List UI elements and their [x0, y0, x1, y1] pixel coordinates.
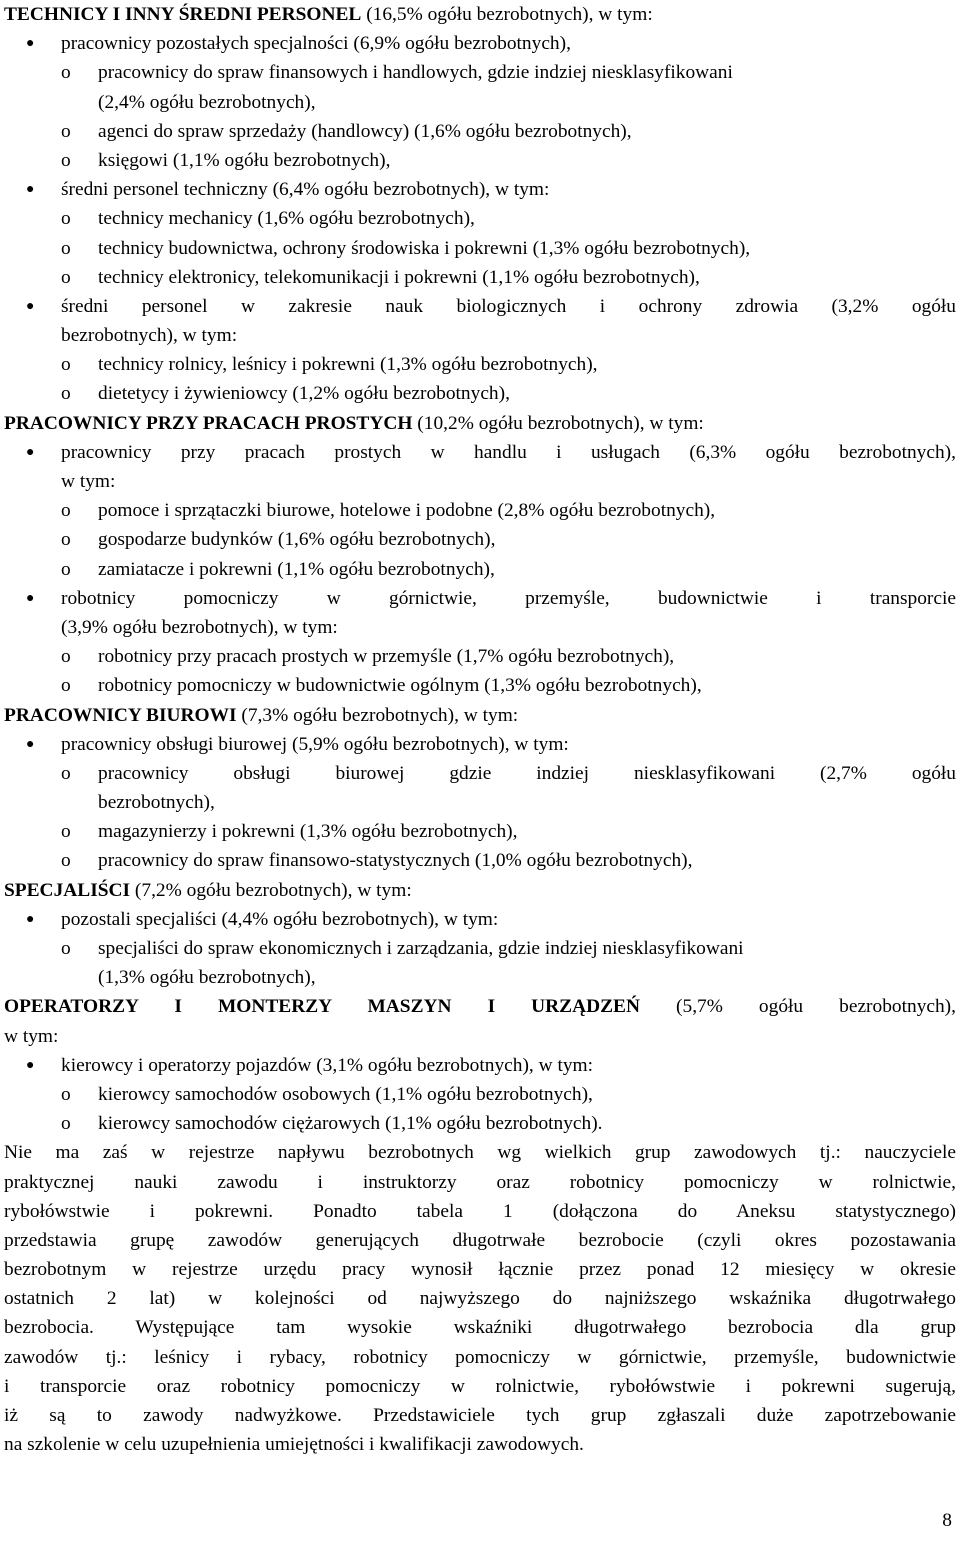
line-text — [98, 963, 956, 992]
line-text — [4, 1138, 956, 1167]
body-text: pracownicy przy pracach prostych w handlu i usługach (6,3% ogółu bezrobotnych), — [61, 441, 956, 463]
text-line-sub — [4, 117, 956, 146]
bullet-icon: ● — [26, 444, 35, 460]
line-text — [4, 0, 956, 29]
sub-bullet-icon: o — [61, 762, 71, 784]
sub-bullet-icon: o — [61, 529, 71, 551]
bullet-icon: ● — [26, 1057, 35, 1073]
body-text: technicy budownictwa, ochrony środowiska i pokrewni (1,3% ogółu bezrobotnych), — [98, 237, 751, 259]
sub-bullet-icon: o — [61, 120, 71, 142]
text-line-sub — [4, 263, 956, 292]
line-text — [61, 730, 956, 759]
line-text — [4, 1255, 956, 1284]
body-text: bezrobocia. Występujące tam wysokie wskaźniki długotrwałego bezrobocia dla grup — [4, 1317, 956, 1339]
text-line-bullet — [4, 292, 956, 321]
line-text — [98, 1109, 956, 1138]
text-line-sub — [4, 234, 956, 263]
body-text: średni personel techniczny (6,4% ogółu bezrobotnych), w tym: — [61, 179, 550, 201]
body-text: iż są to zawody nadwyżkowe. Przedstawiciele tych grup zgłaszali duże zapotrzebowanie — [4, 1405, 956, 1426]
body-text: i transporcie oraz robotnicy pomocniczy w rolnictwie, rybołówstwie i pokrewni sugerują, — [4, 1375, 956, 1397]
line-text — [61, 175, 956, 204]
bullet-icon: ● — [26, 298, 35, 314]
line-text — [4, 409, 956, 438]
text-line-bullet — [4, 584, 956, 613]
body-text: specjaliści do spraw ekonomicznych i zarządzania, gdzie indziej niesklasyfikowani — [98, 938, 744, 959]
line-text — [98, 350, 956, 379]
heading-text: TECHNICY I INNY ŚREDNI PERSONEL — [4, 4, 362, 25]
line-text — [98, 817, 956, 846]
line-text — [61, 905, 956, 934]
bullet-icon: ● — [26, 182, 35, 198]
body-text: pracownicy do spraw finansowo-statystycznych (1,0% ogółu bezrobotnych), — [98, 850, 693, 872]
line-text — [98, 496, 956, 525]
text-line-bulletcont — [4, 467, 956, 496]
body-text: gospodarze budynków (1,6% ogółu bezrobotnych), — [98, 529, 496, 551]
sub-bullet-icon: o — [61, 500, 71, 522]
text-line-para — [4, 1343, 956, 1372]
sub-bullet-icon: o — [61, 1113, 71, 1135]
line-text — [4, 701, 956, 730]
body-text: robotnicy pomocniczy w górnictwie, przemyśle, budownictwie i transporcie — [61, 587, 956, 609]
body-text: na szkolenie w celu uzupełnienia umiejętności i kwalifikacji zawodowych. — [4, 1434, 584, 1456]
sub-bullet-icon: o — [61, 558, 71, 580]
text-line-para — [4, 1372, 956, 1401]
body-text: zamiatacze i pokrewni (1,1% ogółu bezrobotnych), — [98, 558, 495, 580]
line-text — [61, 321, 956, 350]
text-line-sub — [4, 146, 956, 175]
body-text: (2,4% ogółu bezrobotnych), — [98, 91, 316, 113]
body-text: bezrobotnych), — [98, 792, 215, 814]
body-text: technicy mechanicy (1,6% ogółu bezrobotnych), — [98, 208, 475, 230]
line-text — [98, 58, 956, 87]
line-text — [4, 1343, 956, 1372]
text-line-heading — [4, 876, 956, 905]
sub-bullet-icon: o — [61, 675, 71, 697]
heading-text: SPECJALIŚCI — [4, 879, 131, 901]
text-line-heading — [4, 0, 956, 29]
body-text: pracownicy obsługi biurowej gdzie indziej niesklasyfikowani (2,7% ogółu — [98, 762, 956, 784]
body-text: (16,5% ogółu bezrobotnych), w tym: — [361, 4, 653, 25]
page-number: 8 — [942, 1510, 952, 1531]
body-text: zawodów tj.: leśnicy i rybacy, robotnicy pomocniczy w górnictwie, przemyśle, budownictwie — [4, 1346, 956, 1368]
line-text — [98, 263, 956, 292]
body-text: pracownicy do spraw finansowych i handlowych, gdzie indziej niesklasyfikowani — [98, 62, 733, 84]
line-text — [98, 555, 956, 584]
line-text — [98, 204, 956, 233]
text-line-para — [4, 1284, 956, 1313]
sub-bullet-icon: o — [61, 354, 71, 376]
body-text: kierowcy samochodów osobowych (1,1% ogółu bezrobotnych), — [98, 1083, 593, 1105]
body-text: dietetycy i żywieniowcy (1,2% ogółu bezrobotnych), — [98, 383, 510, 405]
text-line-para — [4, 1197, 956, 1226]
line-text — [98, 671, 956, 700]
text-line-sub — [4, 642, 956, 671]
text-line-sub — [4, 934, 956, 963]
line-text — [98, 1080, 956, 1109]
bullet-icon: ● — [26, 736, 35, 752]
text-line-subcont — [4, 788, 956, 817]
document-body — [4, 0, 956, 1459]
text-line-sub — [4, 58, 956, 87]
body-text: bezrobotnym w rejestrze urzędu pracy wynosił łącznie przez ponad 12 miesięcy w okresie — [4, 1259, 956, 1281]
line-text — [4, 1226, 956, 1255]
sub-bullet-icon: o — [61, 1083, 71, 1105]
sub-bullet-icon: o — [61, 208, 71, 230]
line-text — [4, 1401, 956, 1430]
line-text — [4, 876, 956, 905]
text-line-sub — [4, 1080, 956, 1109]
line-text — [61, 1051, 956, 1080]
body-text: rybołówstwie i pokrewni. Ponadto tabela 1 (dołączona do Aneksu statystycznego) — [4, 1200, 956, 1222]
body-text: Nie ma zaś w rejestrze napływu bezrobotnych wg wielkich grup zawodowych tj.: nauczyciele — [4, 1142, 956, 1164]
line-text — [4, 1284, 956, 1313]
body-text: (1,3% ogółu bezrobotnych), — [98, 967, 316, 989]
body-text: robotnicy przy pracach prostych w przemyśle (1,7% ogółu bezrobotnych), — [98, 646, 675, 668]
text-line-bulletcont — [4, 613, 956, 642]
body-text: (3,9% ogółu bezrobotnych), w tym: — [61, 616, 338, 638]
line-text — [61, 584, 956, 613]
sub-bullet-icon: o — [61, 237, 71, 259]
text-line-para — [4, 1168, 956, 1197]
body-text: robotnicy pomocniczy w budownictwie ogólnym (1,3% ogółu bezrobotnych), — [98, 675, 702, 697]
body-text: pracownicy obsługi biurowej (5,9% ogółu bezrobotnych), w tym: — [61, 733, 569, 755]
line-text — [98, 788, 956, 817]
line-text — [61, 467, 956, 496]
line-text — [4, 1168, 956, 1197]
body-text: (10,2% ogółu bezrobotnych), w tym: — [412, 412, 704, 434]
body-text: w tym: — [61, 471, 116, 492]
body-text: pozostali specjaliści (4,4% ogółu bezrobotnych), w tym: — [61, 908, 499, 930]
text-line-para — [4, 1226, 956, 1255]
text-line-sub — [4, 846, 956, 875]
sub-bullet-icon: o — [61, 266, 71, 288]
body-text: w tym: — [4, 1025, 59, 1047]
heading-text: OPERATORZY I MONTERZY MASZYN I URZĄDZEŃ — [4, 996, 640, 1018]
text-line-sub — [4, 496, 956, 525]
body-text: ostatnich 2 lat) w kolejności od najwyższego do najniższego wskaźnika długotrwałego — [4, 1288, 956, 1310]
text-line-heading — [4, 409, 956, 438]
sub-bullet-icon: o — [61, 646, 71, 668]
text-line-sub — [4, 671, 956, 700]
body-text: kierowcy i operatorzy pojazdów (3,1% ogółu bezrobotnych), w tym: — [61, 1054, 594, 1076]
text-line-bullet — [4, 175, 956, 204]
body-text: księgowi (1,1% ogółu bezrobotnych), — [98, 149, 391, 171]
body-text: praktycznej nauki zawodu i instruktorzy oraz robotnicy pomocniczy w rolnictwie, — [4, 1171, 956, 1193]
body-text: bezrobotnych), w tym: — [61, 325, 238, 347]
text-line-heading — [4, 992, 956, 1021]
sub-bullet-icon: o — [61, 821, 71, 843]
line-text — [61, 29, 956, 58]
line-text — [98, 234, 956, 263]
bullet-icon: ● — [26, 36, 35, 52]
line-text — [61, 438, 956, 467]
text-line-sub — [4, 817, 956, 846]
text-line-bulletcont — [4, 321, 956, 350]
text-line-para — [4, 1138, 956, 1167]
sub-bullet-icon: o — [61, 850, 71, 872]
body-text: (7,2% ogółu bezrobotnych), w tym: — [130, 879, 412, 901]
body-text: (5,7% ogółu bezrobotnych), — [639, 996, 956, 1018]
line-text — [98, 379, 956, 408]
sub-bullet-icon: o — [61, 938, 71, 959]
body-text: przedstawia grupę zawodów generujących długotrwałe bezrobocie (czyli okres pozostawania — [4, 1229, 956, 1251]
body-text: pracownicy pozostałych specjalności (6,9% ogółu bezrobotnych), — [61, 33, 571, 55]
body-text: technicy rolnicy, leśnicy i pokrewni (1,3% ogółu bezrobotnych), — [98, 354, 598, 376]
line-text — [4, 1430, 956, 1459]
text-line-heading — [4, 1022, 956, 1051]
bullet-icon: ● — [26, 590, 35, 606]
text-line-bullet — [4, 29, 956, 58]
line-text — [98, 525, 956, 554]
text-line-sub — [4, 379, 956, 408]
line-text — [61, 292, 956, 321]
line-text — [98, 146, 956, 175]
text-line-bullet — [4, 438, 956, 467]
line-text — [4, 1022, 956, 1051]
line-text — [4, 992, 956, 1021]
sub-bullet-icon: o — [61, 149, 71, 171]
body-text: kierowcy samochodów ciężarowych (1,1% ogółu bezrobotnych). — [98, 1113, 603, 1135]
text-line-para — [4, 1401, 956, 1430]
body-text: technicy elektronicy, telekomunikacji i pokrewni (1,1% ogółu bezrobotnych), — [98, 266, 700, 288]
line-text — [98, 934, 956, 963]
text-line-bullet — [4, 1051, 956, 1080]
text-line-heading — [4, 701, 956, 730]
text-line-subcont — [4, 963, 956, 992]
text-line-sub — [4, 1109, 956, 1138]
line-text — [98, 759, 956, 788]
line-text — [98, 88, 956, 117]
text-line-bullet — [4, 905, 956, 934]
text-line-sub — [4, 525, 956, 554]
heading-text: PRACOWNICY PRZY PRACACH PROSTYCH — [4, 412, 413, 434]
line-text — [4, 1372, 956, 1401]
line-text — [98, 117, 956, 146]
line-text — [98, 846, 956, 875]
text-line-sub — [4, 759, 956, 788]
body-text: średni personel w zakresie nauk biologicznych i ochrony zdrowia (3,2% ogółu — [61, 295, 956, 317]
body-text: (7,3% ogółu bezrobotnych), w tym: — [236, 704, 519, 726]
body-text: agenci do spraw sprzedaży (handlowcy) (1,6% ogółu bezrobotnych), — [98, 120, 632, 142]
text-line-subcont — [4, 88, 956, 117]
text-line-sub — [4, 204, 956, 233]
sub-bullet-icon: o — [61, 62, 71, 84]
body-text: magazynierzy i pokrewni (1,3% ogółu bezrobotnych), — [98, 821, 518, 843]
line-text — [4, 1197, 956, 1226]
text-line-sub — [4, 555, 956, 584]
heading-text: PRACOWNICY BIUROWI — [4, 704, 237, 726]
line-text — [61, 613, 956, 642]
text-line-bullet — [4, 730, 956, 759]
text-line-para — [4, 1313, 956, 1342]
sub-bullet-icon: o — [61, 383, 71, 405]
text-line-para — [4, 1255, 956, 1284]
text-line-para — [4, 1430, 956, 1459]
line-text — [4, 1313, 956, 1342]
text-line-sub — [4, 350, 956, 379]
body-text: pomoce i sprzątaczki biurowe, hotelowe i podobne (2,8% ogółu bezrobotnych), — [98, 500, 716, 522]
bullet-icon: ● — [26, 911, 35, 927]
line-text — [98, 642, 956, 671]
